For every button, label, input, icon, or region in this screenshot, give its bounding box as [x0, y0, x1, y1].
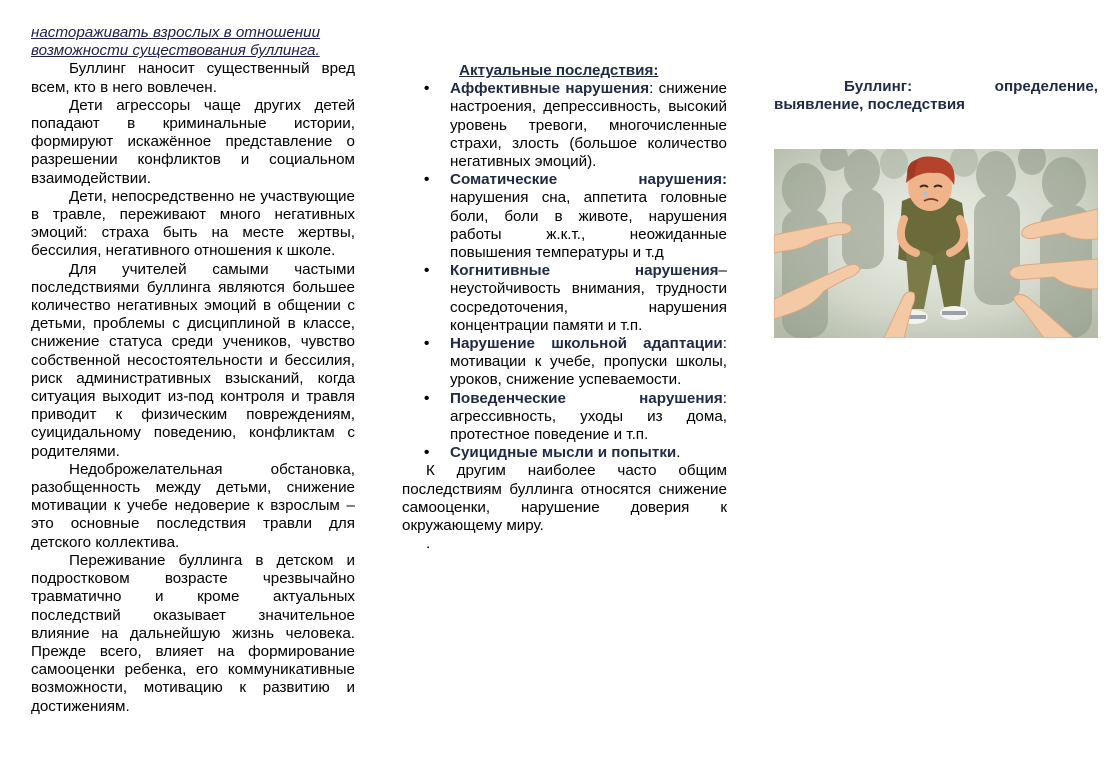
- item-term: Соматические нарушения:: [450, 171, 727, 189]
- bullet-icon: •: [424, 262, 430, 280]
- bullet-icon: •: [424, 335, 430, 353]
- bullet-icon: •: [424, 389, 430, 407]
- bullet-icon: •: [424, 80, 430, 98]
- middle-column: [402, 62, 727, 553]
- list-item: [402, 80, 727, 171]
- list-item: [402, 390, 727, 445]
- bullying-illustration: [774, 149, 1098, 338]
- right-column: [774, 78, 1098, 114]
- paragraph: Для учителей самыми частыми последствиями буллинга являются большее количество негативных эмоций в общении с детьми, проблемы с дисциплиной в классе, снижение статуса среди учеников, чувство собственной несостоятельности и бессилия, риск административных взысканий, когда ситуация выходит из-под контроля и травля приводит к физическим повреждениям, суицидальному поведению, конфликтам с родителями.: [31, 260, 355, 460]
- paragraph: Переживание буллинга в детском и подростковом возрасте чрезвычайно травматично и кроме актуальных последствий оказывает значительное влияние на дальнейшую жизнь человека. Прежде всего, влияет на формирование самооценки ребенка, его коммуникативные возможности, мотивацию к развитию и достижениям.: [31, 551, 355, 715]
- intro-line: возможности существования буллинга.: [31, 42, 320, 60]
- paragraph: Дети агрессоры чаще других детей попадают в криминальные истории, формируют искажённое представление о разрешении конфликтов и социальном взаимодействии.: [31, 96, 355, 187]
- list-item: [402, 262, 727, 335]
- item-text: .: [676, 444, 681, 462]
- section-heading: Актуальные последствия:: [459, 62, 659, 79]
- closing-paragraph: К другим наиболее часто общим последствиям буллинга относятся снижение самооценки, нарушение доверия к окружающему миру.: [402, 462, 727, 535]
- illustration-svg: [774, 149, 1098, 338]
- item-text: – неустойчивость внимания, трудности сосредоточения, нарушения концентрации памяти и т.п.: [450, 262, 727, 334]
- trailing-dot: .: [426, 535, 431, 553]
- bullet-icon: •: [424, 171, 430, 189]
- list-item: [402, 444, 727, 462]
- item-text: : снижение настроения, депрессивность, высокий уровень тревоги, многочисленные страхи, злость (большое количество негативных эмоций).: [450, 80, 728, 171]
- bullet-icon: •: [424, 444, 430, 462]
- intro-line: настораживать взрослых в отношении: [31, 24, 321, 41]
- paragraph: Дети, непосредственно не участвующие в травле, переживают много негативных эмоций: страха быть на месте жертвы, бессилия, негативного отношения к школе.: [31, 187, 355, 260]
- item-term: Аффективные нарушения: [450, 80, 650, 98]
- consequences-list: [402, 80, 727, 462]
- left-column: [31, 24, 355, 716]
- brochure-title: Буллинг: определение, выявление, последствия: [774, 78, 1098, 114]
- item-term: Нарушение школьной адаптации: [450, 335, 723, 353]
- item-text: : агрессивность, уходы из дома, протестное поведение и т.п.: [450, 389, 727, 444]
- item-term: Когнитивные нарушения: [450, 262, 719, 280]
- item-term: Поведенческие нарушения: [450, 389, 723, 407]
- item-text: : мотивации к учебе, пропуски школы, уроков, снижение успеваемости.: [450, 335, 727, 389]
- list-item: [402, 335, 727, 390]
- item-text: нарушения сна, аппетита головные боли, боли в животе, нарушения работы ж.к.т., неожиданные повышения температуры и т.д: [450, 189, 727, 262]
- paragraph: Буллинг наносит существенный вред всем, кто в него вовлечен.: [31, 60, 355, 96]
- item-term: Суицидные мысли и попытки: [450, 444, 677, 462]
- paragraph: Недоброжелательная обстановка, разобщенность между детьми, снижение мотивации к учебе недоверие к взрослым – это основные последствия травли для детского коллектива.: [31, 460, 355, 551]
- list-item: [402, 171, 727, 262]
